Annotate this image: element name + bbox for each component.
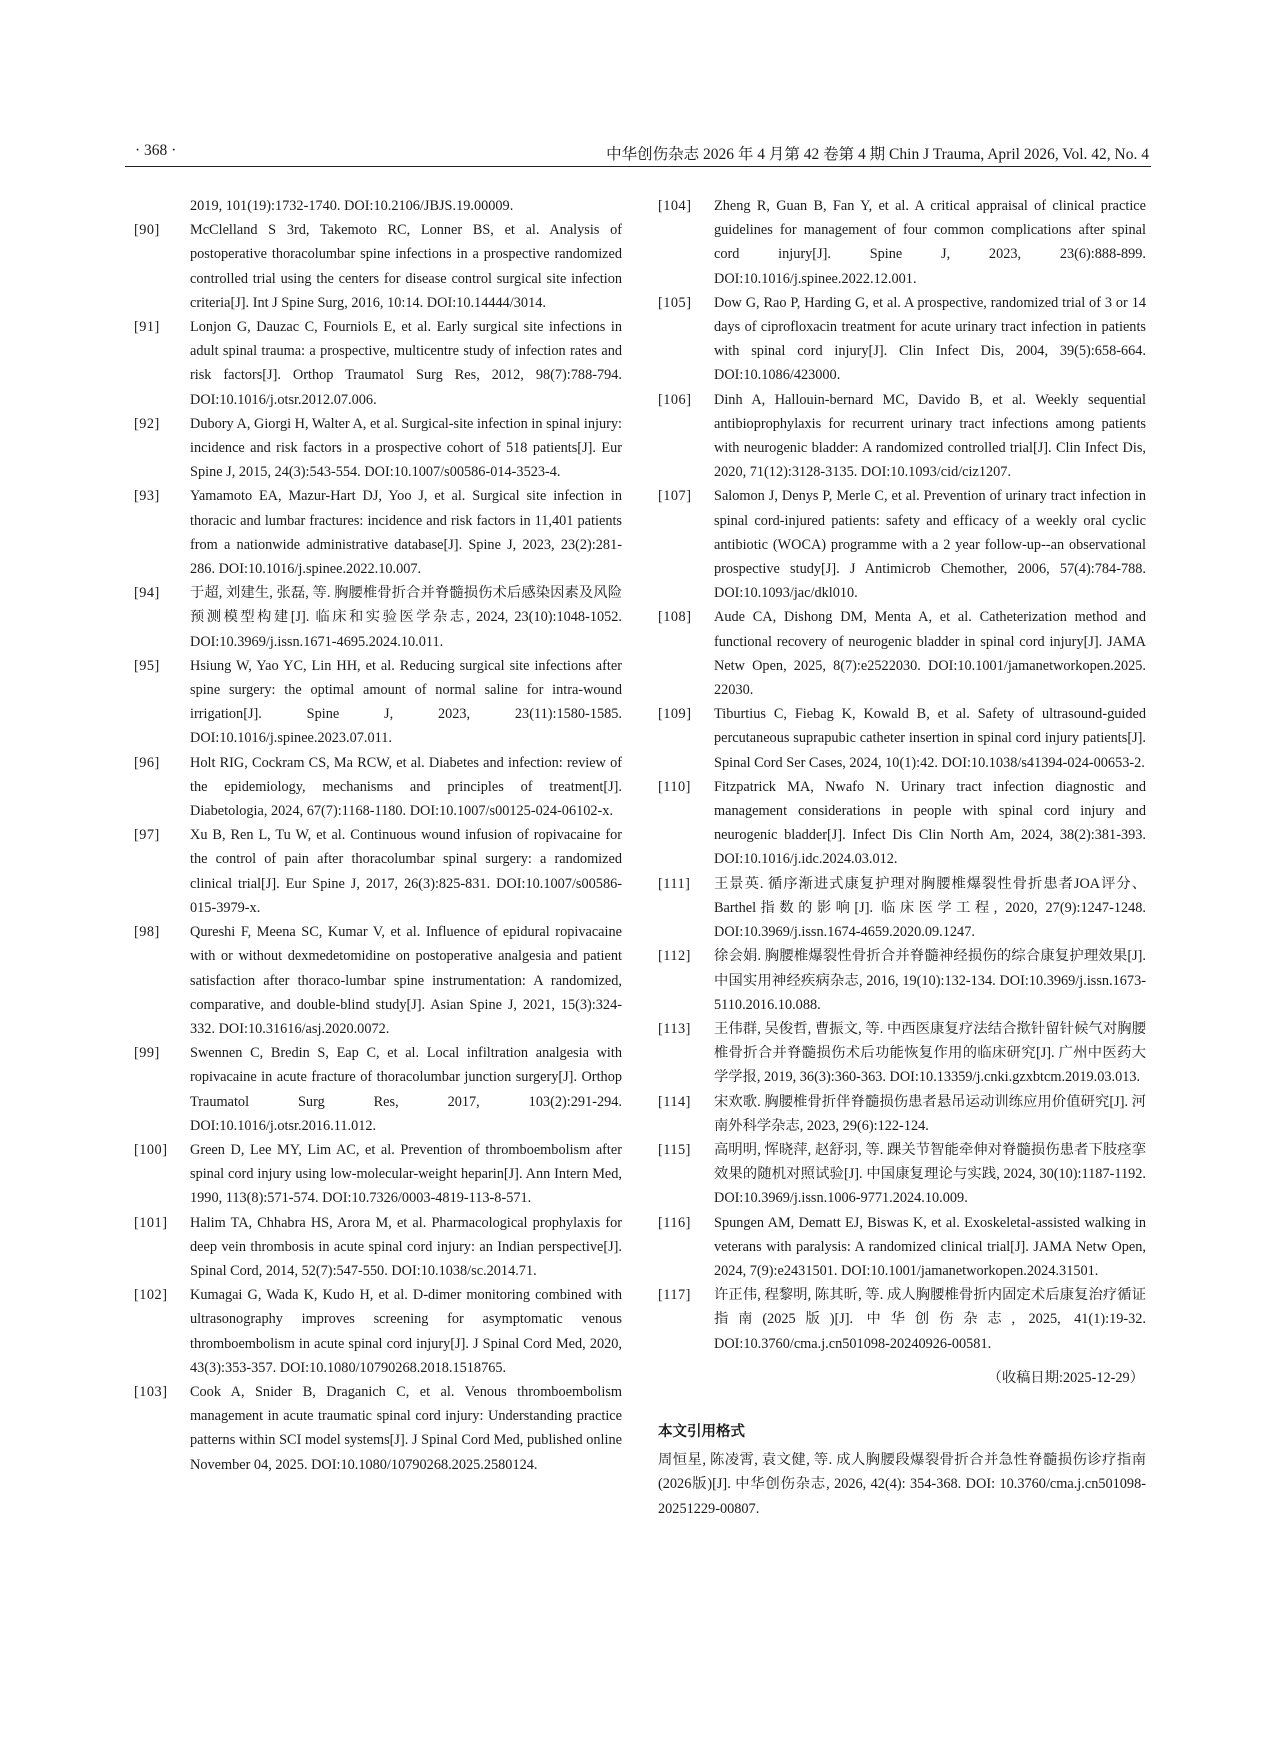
reference-text: Swennen C, Bredin S, Eap C, et al. Local infiltration analgesia with ropivacaine in acute fracture of thoracolumbar junction surgery[J]. Orthop Traumatol Surg Res, 2017, 103(2):291-294. DOI:10.1016/j.otsr.2016.11.012. bbox=[190, 1045, 622, 1134]
citation-text: 周恒星, 陈凌霄, 袁文健, 等. 成人胸腰段爆裂骨折合并急性脊髓损伤诊疗指南(2026版)[J]. 中华创伤杂志, 2026, 42(4): 354-368. DOI: 10.3760/cma.j.cn501098-20251229-00807. bbox=[658, 1452, 1146, 1517]
reference-text: Xu B, Ren L, Tu W, et al. Continuous wound infusion of ropivacaine for the control of pain after thoracolumbar spinal surgery: a randomized clinical trial[J]. Eur Spine J, 2017, 26(3):825-831. DOI:10.1007/s00586-015-3979-x. bbox=[190, 827, 622, 916]
reference-number: [116] bbox=[658, 1214, 691, 1231]
reference-number: [90] bbox=[134, 222, 160, 239]
reference-text: 王景英. 循序渐进式康复护理对胸腰椎爆裂性骨折患者JOA评分、Barthel指数的影响[J]. 临床医学工程, 2020, 27(9):1247-1248. DOI:10.3969/j.issn.1674-4659.2020.09.1247. bbox=[714, 875, 1146, 941]
reference-text: Kumagai G, Wada K, Kudo H, et al. D-dimer monitoring combined with ultrasonography improves screening for asymptomatic venous thromboembolism in acute spinal cord injury[J]. J Spinal Cord Med, 2020, 43(3):353-357. DOI:10.1080/10790268.2018.1518765. bbox=[190, 1287, 622, 1376]
reference-text: Tiburtius C, Fiebag K, Kowald B, et al. Safety of ultrasound-guided percutaneous suprapubic catheter insertion in spinal cord injury patients[J]. Spinal Cord Ser Cases, 2024, 10(1):42. DOI:10.1038/s41394-024-00653-2. bbox=[714, 706, 1146, 771]
reference-item bbox=[658, 1090, 1146, 1138]
reference-text: Green D, Lee MY, Lim AC, et al. Prevention of thromboembolism after spinal cord injury using low-molecular-weight heparin[J]. Ann Intern Med, 1990, 113(8):571-574. DOI:10.7326/0003-4819-113-8-571. bbox=[190, 1141, 622, 1207]
reference-number: [110] bbox=[658, 778, 691, 795]
reference-number: [111] bbox=[658, 875, 691, 892]
reference-number: [101] bbox=[134, 1214, 168, 1231]
reference-item bbox=[134, 1211, 622, 1284]
reference-number: [114] bbox=[658, 1093, 691, 1110]
reference-text: Fitzpatrick MA, Nwafo N. Urinary tract infection diagnostic and management considerations in people with spinal cord injury and neurogenic bladder[J]. Infect Dis Clin North Am, 2024, 38(2):381-393. DOI:10.1016/j.idc.2024.03.012. bbox=[714, 778, 1146, 868]
reference-item bbox=[134, 654, 622, 751]
reference-item bbox=[134, 412, 622, 485]
reference-number: [106] bbox=[658, 391, 692, 408]
reference-text: 宋欢歌. 胸腰椎骨折伴脊髓损伤患者悬吊运动训练应用价值研究[J]. 河南外科学杂志, 2023, 29(6):122-124. bbox=[714, 1093, 1146, 1134]
references-right-list bbox=[658, 194, 1146, 1356]
reference-item bbox=[658, 194, 1146, 291]
reference-item bbox=[658, 291, 1146, 388]
reference-item bbox=[134, 751, 622, 824]
reference-text: Halim TA, Chhabra HS, Arora M, et al. Pharmacological prophylaxis for deep vein thrombosis in acute spinal cord injury: an Indian perspective[J]. Spinal Cord, 2014, 52(7):547-550. DOI:10.1038/sc.2014.71. bbox=[190, 1214, 622, 1279]
reference-text: Hsiung W, Yao YC, Lin HH, et al. Reducing surgical site infections after spine surgery: the optimal amount of normal saline for intra-wound irrigation[J]. Spine J, 2023, 23(11):1580-1585. DOI:10.1016/j.spinee.2023.07.011. bbox=[190, 657, 622, 747]
reference-text: Cook A, Snider B, Draganich C, et al. Venous thromboembolism management in acute traumatic spinal cord injury: Understanding practice patterns within SCI model systems[J]. J Spinal Cord Med, published online November 04, 2025. DOI:10.1080/10790268.2025.2580124. bbox=[190, 1383, 622, 1473]
reference-number: [115] bbox=[658, 1141, 691, 1158]
received-date: （收稿日期:2025-12-29） bbox=[987, 1369, 1144, 1386]
reference-number: [100] bbox=[134, 1141, 168, 1158]
references-right-column bbox=[658, 194, 1146, 1521]
reference-number: [92] bbox=[134, 415, 160, 432]
reference-item bbox=[658, 388, 1146, 485]
reference-number: [98] bbox=[134, 924, 160, 941]
reference-item bbox=[134, 1283, 622, 1380]
reference-number: [96] bbox=[134, 754, 160, 771]
reference-number: [91] bbox=[134, 319, 160, 336]
reference-text: Aude CA, Dishong DM, Menta A, et al. Catheterization method and functional recovery of neurogenic bladder in spinal cord injury[J]. JAMA Netw Open, 2025, 8(7):e2522030. DOI:10.1001/jamanetworkopen.2025. 22030. bbox=[714, 609, 1146, 699]
reference-text: Holt RIG, Cockram CS, Ma RCW, et al. Diabetes and infection: review of the epidemiology, mechanisms and principles of treatment[J]. Diabetologia, 2024, 67(7):1168-1180. DOI:10.1007/s00125-024-06102-x. bbox=[190, 754, 622, 820]
reference-item bbox=[134, 484, 622, 581]
citation-heading: 本文引用格式 bbox=[658, 1423, 745, 1440]
reference-item bbox=[658, 1017, 1146, 1090]
reference-number: [93] bbox=[134, 488, 160, 505]
reference-item bbox=[134, 581, 622, 654]
reference-text: 许正伟, 程黎明, 陈其昕, 等. 成人胸腰椎骨折内固定术后康复治疗循证指南(2025版)[J]. 中华创伤杂志, 2025, 41(1):19-32. DOI:10.3760/cma.j.cn501098-20240926-00581. bbox=[714, 1287, 1146, 1352]
reference-text: Lonjon G, Dauzac C, Fourniols E, et al. Early surgical site infections in adult spinal trauma: a prospective, multicentre study of infection rates and risk factors[J]. Orthop Traumatol Surg Res, 2012, 98(7):788-794. DOI:10.1016/j.otsr.2012.07.006. bbox=[190, 319, 622, 408]
reference-text: 王伟群, 吴俊哲, 曹振文, 等. 中西医康复疗法结合揿针留针候气对胸腰椎骨折合并脊髓损伤术后功能恢复作用的临床研究[J]. 广州中医药大学学报, 2019, 36(3):360-363. DOI:10.13359/j.cnki.gzxbtcm.2019.03.013. bbox=[714, 1020, 1146, 1086]
reference-number: [112] bbox=[658, 948, 691, 965]
reference-text: Dinh A, Hallouin-bernard MC, Davido B, et al. Weekly sequential antibioprophylaxis for recurrent urinary tract infections among patients with neurogenic bladder: A randomized controlled trial[J]. Clin Infect Dis, 2020, 71(12):3128-3135. DOI:10.1093/cid/ciz1207. bbox=[714, 391, 1146, 481]
reference-text: Qureshi F, Meena SC, Kumar V, et al. Influence of epidural ropivacaine with or without dexmedetomidine on postoperative analgesia and patient satisfaction after thoraco-lumbar spine instrumentation: A randomized, comparative, and double-blind study[J]. Asian Spine J, 2021, 15(3):324-332. DOI:10.31616/asj.2020.0072. bbox=[190, 924, 622, 1037]
journal-title: 中华创伤杂志 2026 年 4 月第 42 卷第 4 期 Chin J Trauma, April 2026, Vol. 42, No. 4 bbox=[606, 146, 1149, 163]
reference-item bbox=[658, 944, 1146, 1017]
reference-number: [109] bbox=[658, 706, 692, 723]
page-header bbox=[125, 138, 1151, 167]
reference-item bbox=[134, 1041, 622, 1138]
reference-number: [97] bbox=[134, 827, 160, 844]
reference-number: [102] bbox=[134, 1287, 168, 1304]
page-number: · 368 · bbox=[135, 142, 177, 159]
reference-text: 2019, 101(19):1732-1740. DOI:10.2106/JBJS.19.00009. bbox=[190, 198, 514, 214]
references-left-column bbox=[134, 194, 622, 1477]
reference-item bbox=[658, 702, 1146, 775]
reference-item bbox=[134, 823, 622, 920]
reference-item bbox=[658, 484, 1146, 605]
reference-number: [99] bbox=[134, 1045, 160, 1062]
reference-item bbox=[134, 315, 622, 412]
reference-number: [94] bbox=[134, 585, 160, 602]
reference-text: Spungen AM, Dematt EJ, Biswas K, et al. Exoskeletal-assisted walking in veterans with paralysis: A randomized clinical trial[J]. JAMA Netw Open, 2024, 7(9):e2431501. DOI:10.1001/jamanetworkopen.2024.31501. bbox=[714, 1214, 1146, 1279]
reference-item bbox=[134, 1380, 622, 1477]
reference-text: 徐会娟. 胸腰椎爆裂性骨折合并脊髓神经损伤的综合康复护理效果[J]. 中国实用神经疾病杂志, 2016, 19(10):132-134. DOI:10.3969/j.issn.1673-5110.2016.10.088. bbox=[714, 948, 1146, 1013]
reference-item bbox=[658, 1138, 1146, 1211]
reference-item bbox=[658, 1211, 1146, 1284]
reference-number: [113] bbox=[658, 1020, 691, 1037]
reference-item bbox=[134, 1138, 622, 1211]
reference-number: [107] bbox=[658, 488, 692, 505]
reference-text: Dubory A, Giorgi H, Walter A, et al. Surgical-site infection in spinal injury: incidence and risk factors in a prospective cohort of 518 patients[J]. Eur Spine J, 2015, 24(3):543-554. DOI:10.1007/s00586-014-3523-4. bbox=[190, 415, 622, 481]
reference-item bbox=[134, 218, 622, 315]
reference-text: 于超, 刘建生, 张磊, 等. 胸腰椎骨折合并脊髓损伤术后感染因素及风险预测模型构建[J]. 临床和实验医学杂志, 2024, 23(10):1048-1052. DOI:10.3969/j.issn.1671-4695.2024.10.011. bbox=[190, 585, 622, 650]
reference-text: McClelland S 3rd, Takemoto RC, Lonner BS, et al. Analysis of postoperative thoracolumbar spine infections in a prospective randomized controlled trial using the centers for disease control surgical site infection criteria[J]. Int J Spine Surg, 2016, 10:14. DOI:10.14444/3014. bbox=[190, 222, 622, 311]
reference-text: Yamamoto EA, Mazur-Hart DJ, Yoo J, et al. Surgical site infection in thoracic and lumbar fractures: incidence and risk factors in 11,401 patients from a nationwide administrative database[J]. Spine J, 2023, 23(2):281-286. DOI:10.1016/j.spinee.2022.10.007. bbox=[190, 488, 622, 578]
reference-number: [95] bbox=[134, 657, 160, 674]
reference-item bbox=[658, 872, 1146, 945]
reference-item bbox=[134, 920, 622, 1041]
reference-text: Zheng R, Guan B, Fan Y, et al. A critical appraisal of clinical practice guidelines for management of four common complications after spinal cord injury[J]. Spine J, 2023, 23(6):888-899. DOI:10.1016/j.spinee.2022.12.001. bbox=[714, 198, 1146, 287]
reference-item bbox=[658, 605, 1146, 702]
reference-number: [117] bbox=[658, 1287, 691, 1304]
reference-item bbox=[658, 775, 1146, 872]
reference-number: [103] bbox=[134, 1383, 168, 1400]
reference-text: 高明明, 恽晓萍, 赵舒羽, 等. 踝关节智能牵伸对脊髓损伤患者下肢痉挛效果的随机对照试验[J]. 中国康复理论与实践, 2024, 30(10):1187-1192. DOI:10.3969/j.issn.1006-9771.2024.10.009. bbox=[714, 1141, 1146, 1207]
reference-number: [105] bbox=[658, 294, 692, 311]
reference-text: Salomon J, Denys P, Merle C, et al. Prevention of urinary tract infection in spinal cord-injured patients: safety and efficacy of a weekly oral cyclic antibiotic (WOCA) programme with a 2 year follow-up--an observational prospective study[J]. J Antimicrob Chemother, 2006, 57(4):784-788. DOI:10.1093/jac/dkl010. bbox=[714, 488, 1146, 602]
reference-number: [108] bbox=[658, 609, 692, 626]
reference-number: [104] bbox=[658, 198, 692, 214]
reference-item bbox=[134, 194, 622, 218]
reference-item bbox=[658, 1283, 1146, 1356]
reference-text: Dow G, Rao P, Harding G, et al. A prospective, randomized trial of 3 or 14 days of ciprofloxacin treatment for acute urinary tract infection in patients with spinal cord injury[J]. Clin Infect Dis, 2004, 39(5):658-664. DOI:10.1086/423000. bbox=[714, 294, 1146, 384]
